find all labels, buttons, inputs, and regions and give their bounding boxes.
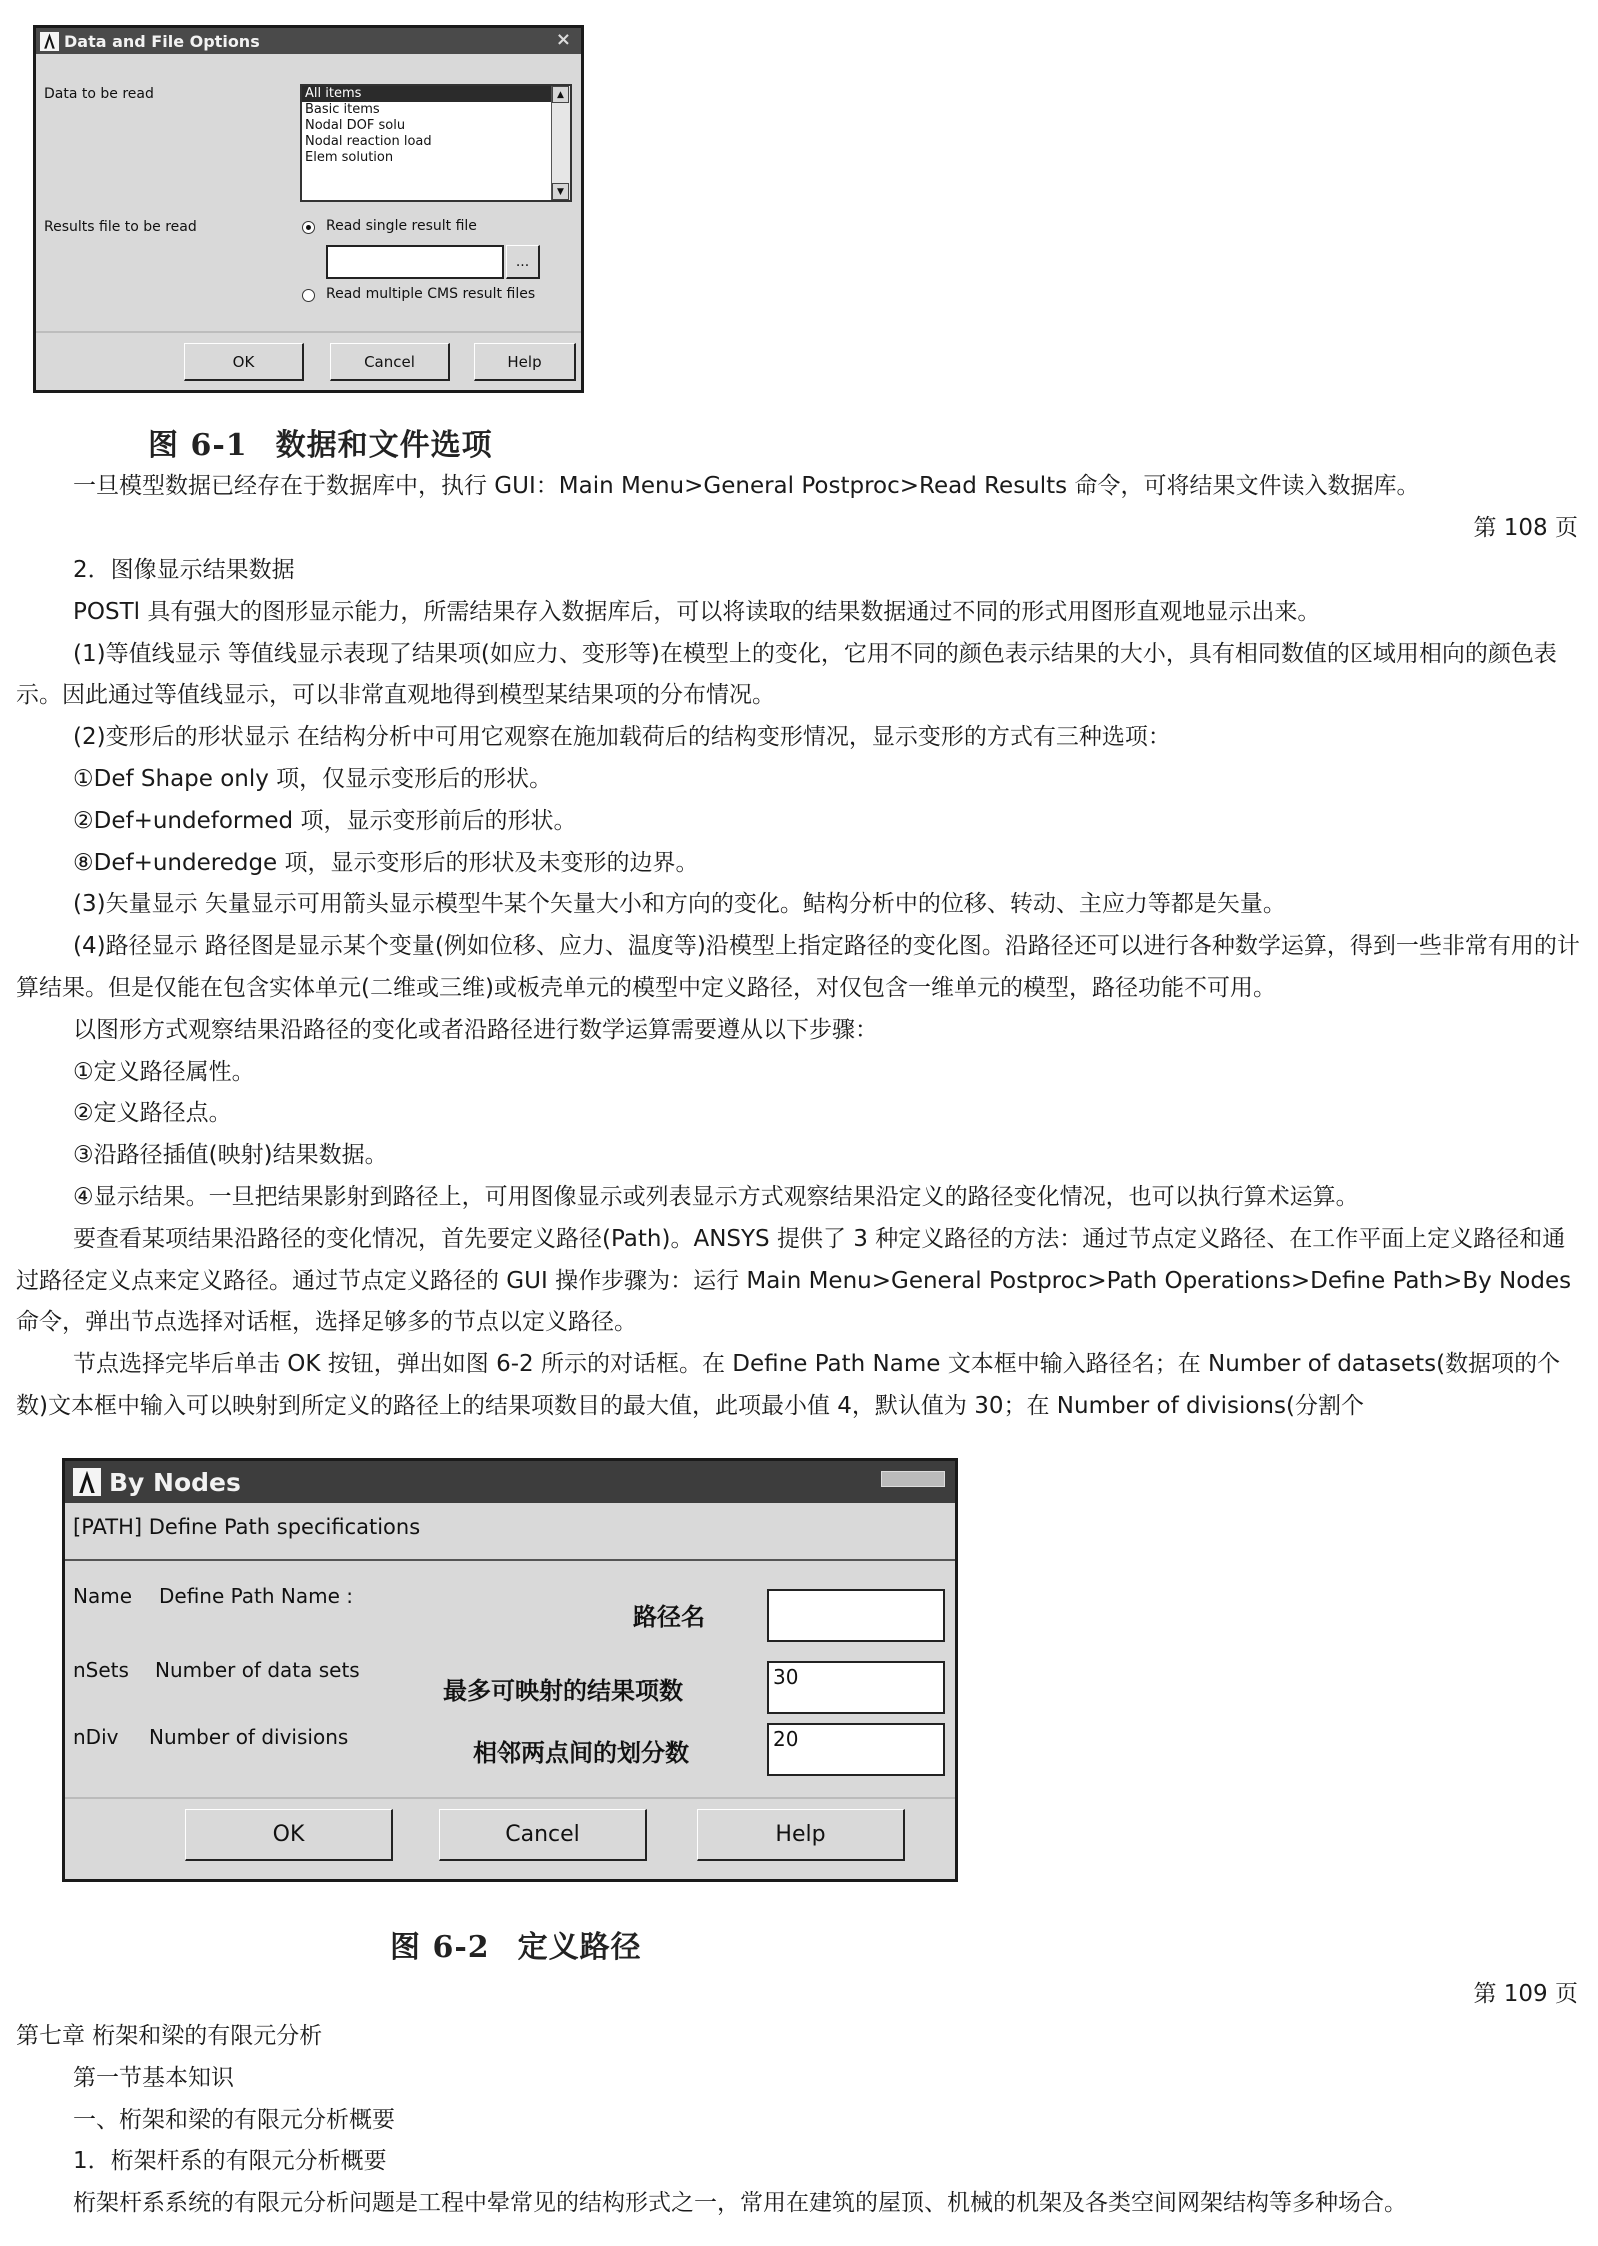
paragraph: (2)变形后的形状显示 在结构分析中可用它观察在施加载荷后的结构变形情况，显示变形的方式有三种选项： [73,724,1171,751]
paragraph: ③沿路径插值(映射)结果数据。 [73,1142,388,1169]
browse-button[interactable]: ... [506,245,540,279]
listbox-scrollbar[interactable] [551,86,570,200]
figure-6-1-caption [148,420,493,464]
list-item[interactable]: Elem solution [305,150,394,165]
page-number: 第 109 页 [1473,1981,1578,2007]
define-path-name-label: Define Path Name : [159,1584,354,1608]
paragraph: ②Def+undeformed 项，显示变形前后的形状。 [73,807,577,834]
window-controls-icon[interactable] [881,1471,945,1487]
subsection-heading: 1．桁架杆系的有限元分析概要 [73,2148,387,2175]
paragraph: (1)等值线显示 等值线显示表现了结果项(如应力、变形等)在模型上的变化，它用不同的颜色表示结果的大小，具有相同数值的区域用相向的颜色表示。因此通过等值线显示，可以非常直观地得到模型某结果项的分布情况。 [16,640,1557,709]
paragraph: (3)矢量显示 矢量显示可用箭头显示模型牛某个矢量大小和方向的变化。鲒构分析中的位移、转动、主应力等都是矢量。 [73,891,1286,918]
scroll-up-icon[interactable]: ▲ [552,86,569,103]
results-file-label: Results file to be read [44,219,197,235]
read-multiple-label: Read multiple CMS result files [326,286,536,302]
data-sets-input[interactable]: 30 [767,1661,945,1714]
scroll-down-icon[interactable]: ▼ [552,183,569,200]
help-button[interactable]: Help [474,343,576,381]
figure-6-2-caption [390,1922,642,1966]
result-file-input[interactable] [326,245,504,279]
page-number: 第 108 页 [1473,515,1578,541]
ok-button[interactable]: OK [184,343,304,381]
dialog-title: By Nodes [109,1467,241,1497]
ok-button[interactable]: OK [185,1809,393,1861]
figure-title: 定义路径 [517,1930,642,1965]
paragraph: 桁架杆系系统的有限元分析问题是工程中晕常见的结构形式之一，常用在建筑的屋顶、机械的机架及各类空间网架结构等多种场合。 [73,2190,1407,2217]
by-nodes-dialog [62,1458,958,1882]
figure-title: 数据和文件选项 [275,428,493,463]
dialog-title: Data and File Options [64,31,260,51]
read-single-label: Read single result file [326,218,477,234]
paragraph: 一旦模型数据已经存在于数据库中，执行 GUI：Main Menu>General Postproc>Read Results 命令，可将结果文件读入数据库。 [73,473,1420,499]
nsets-code-label: nSets [73,1658,129,1682]
button-row-divider [36,331,581,333]
number-of-divisions-label: Number of divisions [149,1725,349,1749]
divisions-note: 相邻两点间的划分数 [473,1739,689,1767]
ansys-logo-icon [73,1468,101,1496]
paragraph: (4)路径显示 路径图是显示某个变量(例如位移、应力、温度等)沿模型上指定路径的变化图。沿路径还可以进行各种数学运算，得到一些非常有用的计算结果。但是仅能在包含实体单元(二维或三维)或板壳单元的模型中定义路径，对仅包含一维单元的模型，路径功能不可用。 [16,933,1580,1001]
paragraph: 以图形方式观察结果沿路径的变化或者沿路径进行数学运算需要遵从以下步骤： [73,1016,878,1043]
list-item[interactable]: Nodal reaction load [305,134,432,149]
paragraph: ①Def Shape only 项，仅显示变形后的形状。 [73,766,553,792]
paragraph: 2．图像显示结果数据 [73,557,295,583]
read-multiple-radio[interactable] [302,289,315,302]
data-to-be-read-label: Data to be read [44,86,154,102]
cancel-button[interactable]: Cancel [330,343,450,381]
dialog-titlebar [36,28,581,54]
close-icon[interactable]: × [555,29,571,50]
path-spec-header: [PATH] Define Path specifications [73,1515,421,1539]
button-row-divider [65,1797,955,1799]
chapter-heading: 第七章 桁架和梁的有限元分析 [16,2023,323,2049]
number-of-data-sets-label: Number of data sets [155,1658,360,1682]
read-single-radio[interactable] [302,221,315,234]
ndiv-code-label: nDiv [73,1725,119,1749]
section-heading: 第一节基本知识 [73,2064,234,2091]
paragraph: 节点选择完毕后单击 OK 按钮，弹出如图 6-2 所示的对话框。在 Define Path Name 文本框中输入路径名；在 Number of datasets(数据项的个数)文本框中输入可以映射到所定义的路径上的结果项数目的最大值，此项最小值 4，默认值为 30；在 Number of divisions(分割个 [16,1351,1561,1419]
list-item[interactable]: Nodal DOF solu [305,118,406,133]
dialog-header-bar [65,1503,955,1561]
ansys-logo-icon [40,32,59,51]
data-file-options-dialog [33,25,584,393]
list-item[interactable]: All items [302,86,570,102]
list-item[interactable]: Basic items [305,102,380,117]
cancel-button[interactable]: Cancel [439,1809,647,1861]
dialog-titlebar [65,1461,955,1503]
data-items-listbox[interactable] [300,84,572,202]
path-name-input[interactable] [767,1589,945,1642]
divisions-input[interactable]: 20 [767,1723,945,1776]
paragraph: ②定义路径点。 [73,1100,232,1127]
paragraph: ⑧Def+underedge 项，显示变形后的形状及未变形的边界。 [73,849,699,876]
path-name-note: 路径名 [633,1603,705,1631]
figure-number: 图 6-1 [148,428,248,463]
subsection-heading: 一、桁架和梁的有限元分析概要 [73,2106,395,2133]
data-sets-note: 最多可映射的结果项数 [443,1677,683,1705]
name-code-label: Name [73,1584,133,1608]
paragraph: ①定义路径属性。 [73,1058,255,1085]
paragraph: 要查看某项结果沿路径的变化情况，首先要定义路径(Path)。ANSYS 提供了 3 种定义路径的方法：通过节点定义路径、在工作平面上定义路径和通过路径定义点来定义路径。通过节点定义路径的 GUI 操作步骤为：运行 Main Menu>General Postproc>Path Operations>Define Path>By Nodes 命令，弹出节点选择对话框，选择足够多的节点以定义路径。 [16,1225,1572,1336]
paragraph: POSTl 具有强大的图形显示能力，所需结果存入数据库后，可以将读取的结果数据通过不同的形式用图形直观地显示出来。 [73,598,1321,625]
paragraph: ④显示结果。一旦把结果影射到路径上，可用图像显示或列表显示方式观察结果沿定义的路径变化情况，也可以执行算术运算。 [73,1184,1359,1210]
figure-number: 图 6-2 [390,1930,490,1965]
help-button[interactable]: Help [697,1809,905,1861]
